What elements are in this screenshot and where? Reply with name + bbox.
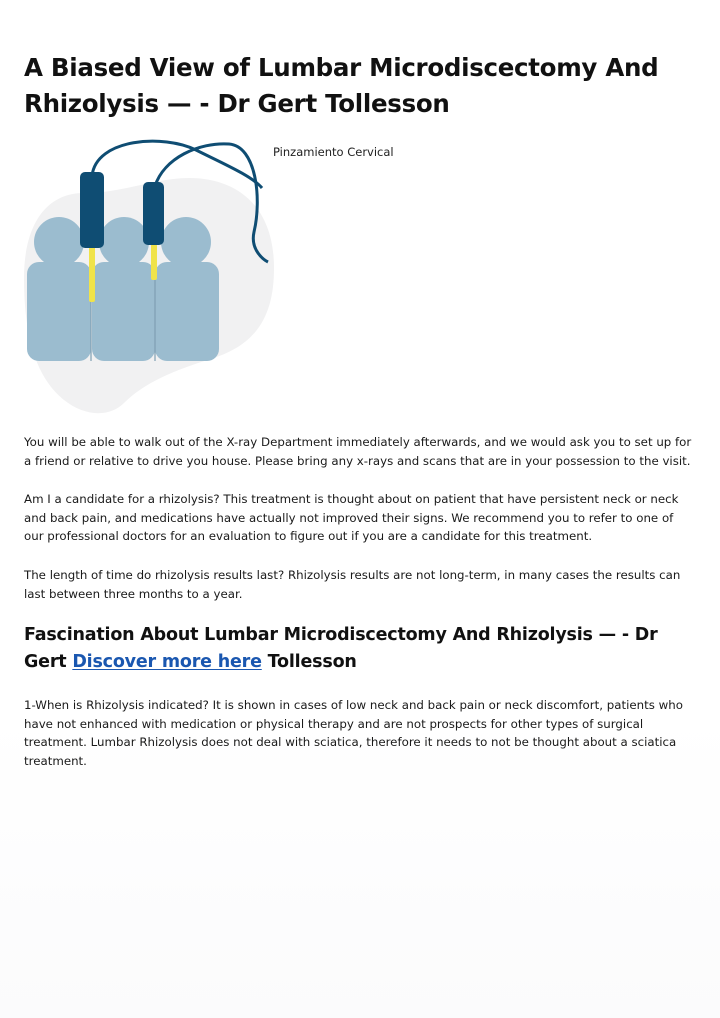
needle-left	[89, 246, 95, 302]
figure-caption: Pinzamiento Cervical	[273, 145, 394, 159]
needle-right	[151, 244, 157, 280]
paragraph-indication: 1-When is Rhizolysis indicated? It is shown in cases of low neck and back pain or neck discomfort, patients who have not enhanced with medication or physical therapy and are not prospects for other types of surgical treatment. Lumbar Rhizolysis does not deal with sciatica, therefore it needs to not be thought about a sciatica treatment.	[24, 698, 683, 768]
probe-handle-left	[80, 172, 104, 248]
discover-more-link[interactable]: Discover more here	[72, 652, 262, 672]
article-title: A Biased View of Lumbar Microdiscectomy And Rhizolysis — - Dr Gert Tollesson	[24, 53, 659, 118]
paragraph-candidate: Am I a candidate for a rhizolysis? This treatment is thought about on patient that have persistent neck or neck and back pain, and medications have actually not improved their signs. We recommend you to refer to one of our professional doctors for an evaluation to figure out if you are a candidate for this treatment.	[24, 492, 679, 543]
section-heading-suffix: Tollesson	[261, 652, 357, 672]
probe-handle-right	[143, 182, 164, 245]
paragraph-duration: The length of time do rhizolysis results last? Rhizolysis results are not long-term, in many cases the results can last between three months to a year.	[24, 568, 681, 601]
vertebra-right	[155, 217, 219, 361]
section-heading	[24, 622, 704, 676]
rhizolysis-illustration	[24, 138, 278, 414]
section-heading-text: Fascination About Lumbar Microdiscectomy And Rhizolysis — - Dr Gert	[24, 625, 658, 672]
paragraph-recovery: You will be able to walk out of the X-ray Department immediately afterwards, and we would ask you to set up for a friend or relative to drive you house. Please bring any x-rays and scans that are in your possession to the visit.	[24, 435, 692, 468]
